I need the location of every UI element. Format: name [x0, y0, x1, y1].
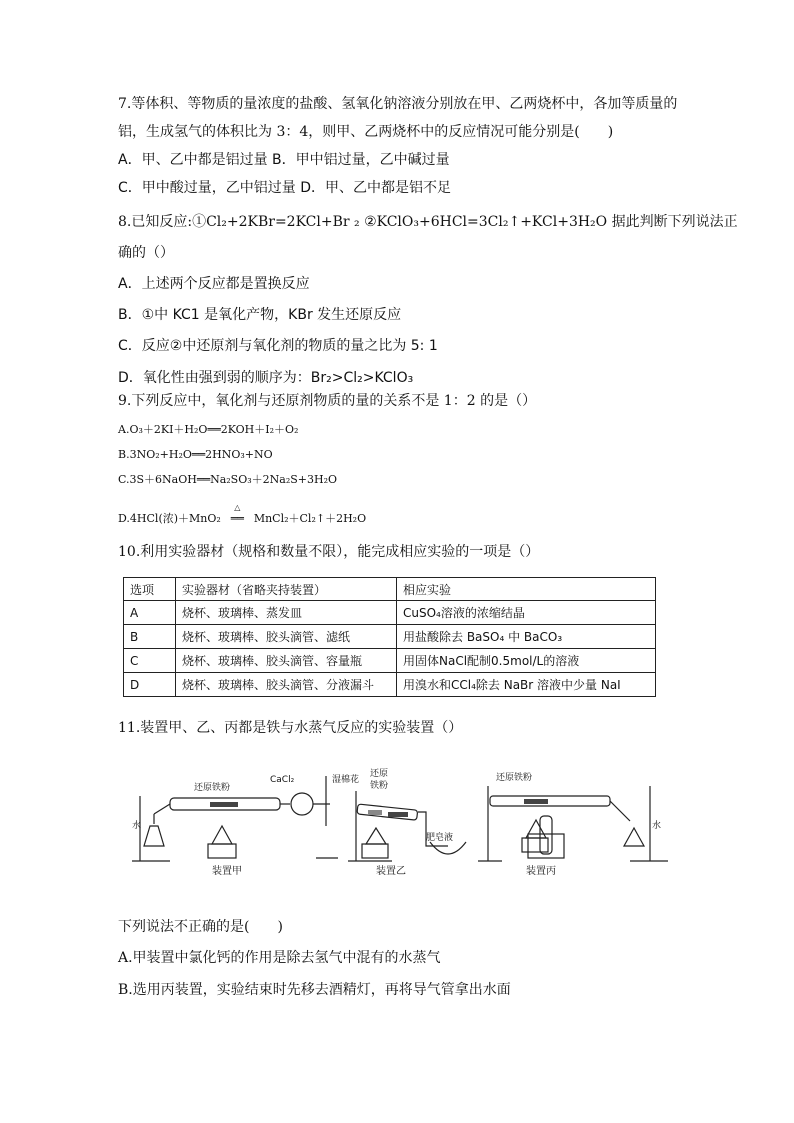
q9-option-d-left: D.4HCl(浓)＋MnO₂: [118, 512, 221, 525]
q11-question: 下列说法不正确的是( ): [118, 919, 283, 935]
table-cell: CuSO₄溶液的浓缩结晶: [397, 601, 656, 625]
q8-stem-line1: 8.已知反应:①Cl₂+2KBr=2KCl+Br ₂ ②KClO₃+6HCl=3Cl₂↑+KCl+3H₂O 据此判断下列说法正: [118, 214, 738, 230]
bing-connector: [610, 801, 630, 821]
jia-alcohol-lamp: [212, 826, 232, 844]
q11-option-b: B.选用丙装置，实验结束时先移去酒精灯，再将导气管拿出水面: [118, 982, 511, 998]
apparatus-yi: [348, 791, 466, 861]
bing-collection-tube: [540, 816, 552, 854]
q9-option-c: C.3S＋6NaOH══Na₂SO₃＋2Na₂S+3H₂O: [118, 473, 338, 486]
q11-option-a: A.甲装置中氯化钙的作用是除去氢气中混有的水蒸气: [118, 950, 441, 966]
table-cell: 烧杯、玻璃棒、胶头滴管、容量瓶: [176, 649, 397, 673]
q7-stem-line2: 铝，生成氢气的体积比为 3：4，则甲、乙两烧杯中的反应情况可能分别是( ): [118, 124, 614, 140]
apparatus-bing: [478, 786, 668, 861]
q8-option-d: D．氧化性由强到弱的顺序为：Br₂>Cl₂>KClO₃: [118, 370, 414, 386]
yi-soap-label: 肥皂液: [426, 833, 454, 843]
bing-water-label: 水: [652, 821, 662, 831]
q11-stem: 11.装置甲、乙、丙都是铁与水蒸气反应的实验装置（）: [118, 720, 463, 736]
q10-stem: 10.利用实验器材（规格和数量不限），能完成相应实验的一项是（）: [118, 544, 540, 560]
q9-option-a: A.O₃＋2KI＋H₂O══2KOH＋I₂＋O₂: [118, 423, 299, 436]
bing-iron-label: 还原铁粉: [496, 773, 533, 783]
jia-cacl2-label: CaCl₂: [270, 775, 295, 785]
table-row: [124, 601, 656, 625]
q7-option-cd: C．甲中酸过量，乙中铝过量 D．甲、乙中都是铝不足: [118, 180, 452, 196]
table-cell: B: [124, 625, 176, 649]
q9-option-d: [118, 503, 367, 529]
yi-iron-label-1: 还原: [370, 769, 389, 779]
table-row: [124, 625, 656, 649]
jia-flask: [144, 826, 164, 846]
q9-stem: 9.下列反应中，氧化剂与还原剂物质的量的关系不是 1：2 的是（）: [118, 393, 537, 409]
yi-wet-cotton: [368, 810, 382, 815]
jia-water-label: 水: [132, 821, 142, 831]
table-row: [124, 673, 656, 697]
table-cell: 用固体NaCl配制0.5mol/L的溶液: [397, 649, 656, 673]
table-cell: 烧杯、玻璃棒、胶头滴管、滤纸: [176, 625, 397, 649]
q8-option-a: A．上述两个反应都是置换反应: [118, 276, 310, 292]
yi-cotton-label: 湿棉花: [332, 775, 360, 785]
yi-iron-powder: [388, 812, 408, 817]
header-equipment: 实验器材（省略夹持装置）: [176, 578, 397, 601]
q10-table: [123, 577, 656, 697]
q8-stem-line2: 确的（）: [118, 245, 174, 261]
jia-caption: 装置甲: [212, 866, 242, 877]
apparatus-figure: [130, 766, 670, 881]
header-option: 选项: [124, 578, 176, 601]
yi-lamp-body: [362, 844, 388, 858]
table-cell: D: [124, 673, 176, 697]
equals-arrow: ══: [230, 512, 244, 525]
yi-iron-label-2: 铁粉: [370, 781, 389, 791]
heat-symbol: △: [234, 503, 241, 512]
yi-caption: 装置乙: [376, 866, 406, 877]
bing-iron-powder: [524, 799, 548, 804]
jia-iron-powder: [210, 802, 238, 807]
bing-water-flask: [624, 828, 644, 846]
table-cell: 用溴水和CCl₄除去 NaBr 溶液中少量 NaI: [397, 673, 656, 697]
jia-lamp-body: [208, 844, 236, 858]
jia-tube-connector: [154, 804, 170, 814]
table-cell: C: [124, 649, 176, 673]
bing-caption: 装置丙: [526, 866, 556, 877]
table-cell: 用盐酸除去 BaSO₄ 中 BaCO₃: [397, 625, 656, 649]
table-row: [124, 649, 656, 673]
yi-alcohol-lamp: [366, 828, 386, 844]
q8-option-b: B．①中 KC1 是氧化产物，KBr 发生还原反应: [118, 307, 402, 323]
reaction-condition-arrow: [224, 503, 250, 529]
header-experiment: 相应实验: [397, 578, 656, 601]
q9-option-d-right: MnCl₂＋Cl₂↑＋2H₂O: [253, 512, 367, 525]
table-cell: 烧杯、玻璃棒、胶头滴管、分液漏斗: [176, 673, 397, 697]
q8-option-c: C．反应②中还原剂与氧化剂的物质的量之比为 5: 1: [118, 338, 438, 354]
yi-test-tube: [357, 804, 418, 820]
q7-stem-line1: 7.等体积、等物质的量浓度的盐酸、氢氧化钠溶液分别放在甲、乙两烧杯中，各加等质量的: [118, 96, 678, 112]
table-header-row: [124, 578, 656, 601]
q9-option-b: B.3NO₂+H₂O══2HNO₃+NO: [118, 448, 273, 461]
bing-reaction-tube: [490, 796, 610, 806]
table-cell: 烧杯、玻璃棒、蒸发皿: [176, 601, 397, 625]
bing-alcohol-lamp: [526, 820, 546, 838]
bing-lamp-body: [522, 838, 548, 852]
q7-option-ab: A．甲、乙中都是铝过量 B．甲中铝过量，乙中碱过量: [118, 152, 450, 168]
table-cell: A: [124, 601, 176, 625]
apparatus-jia: [132, 776, 338, 861]
yi-evaporating-dish: [430, 842, 466, 854]
jia-drying-bulb: [291, 793, 313, 815]
jia-iron-label: 还原铁粉: [194, 783, 231, 793]
